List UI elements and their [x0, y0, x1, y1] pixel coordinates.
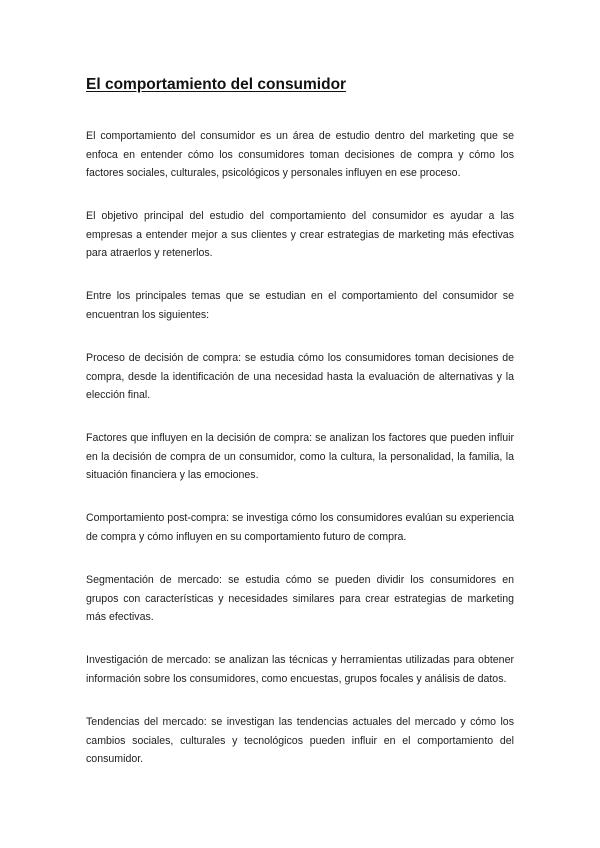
- paragraph-market-research: Investigación de mercado: se analizan las técnicas y herramientas utilizadas para obtener información sobre los consumidores, como encuestas, grupos focales y análisis de datos.: [86, 654, 514, 685]
- paragraph-objective: El objetivo principal del estudio del comportamiento del consumidor es ayudar a las empresas a entender mejor a sus clientes y crear estrategias de marketing más efectivas para atraerlos y retenerlos.: [86, 210, 514, 259]
- paragraph-decision-process: Proceso de decisión de compra: se estudia cómo los consumidores toman decisiones de compra, desde la identificación de una necesidad hasta la evaluación de alternativas y la elección final.: [86, 352, 514, 401]
- paragraph-intro: El comportamiento del consumidor es un área de estudio dentro del marketing que se enfoca en entender cómo los consumidores toman decisiones de compra y cómo los factores sociales, culturales, psicológicos y personales influyen en ese proceso.: [86, 130, 514, 179]
- paragraph-market-trends: Tendencias del mercado: se investigan las tendencias actuales del mercado y cómo los cambios sociales, culturales y tecnológicos pueden influir en el comportamiento del consumidor.: [86, 716, 514, 765]
- paragraph-topics-intro: Entre los principales temas que se estudian en el comportamiento del consumidor se encuentran los siguientes:: [86, 290, 514, 321]
- document-title: El comportamiento del consumidor: [86, 76, 347, 93]
- paragraph-segmentation: Segmentación de mercado: se estudia cómo se pueden dividir los consumidores en grupos con características y necesidades similares para crear estrategias de marketing más efectivas.: [86, 574, 514, 623]
- paragraph-influencing-factors: Factores que influyen en la decisión de compra: se analizan los factores que pueden influir en la decisión de compra de un consumidor, como la cultura, la personalidad, la familia, la situación financiera y las emociones.: [86, 432, 514, 481]
- paragraph-post-purchase: Comportamiento post-compra: se investiga cómo los consumidores evalúan su experiencia de compra y cómo influyen en su comportamiento futuro de compra.: [86, 512, 514, 543]
